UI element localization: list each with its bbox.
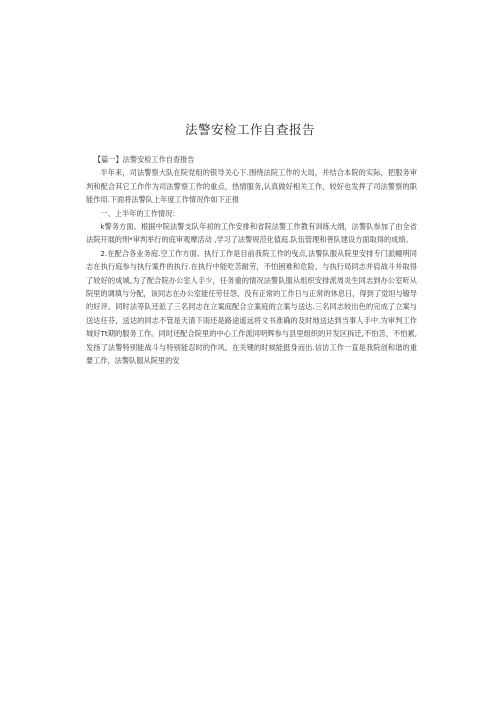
document-title: 法警安检工作自查报告 bbox=[184, 122, 315, 137]
section-heading: 【篇一】法警安检工作自查报告 bbox=[93, 155, 195, 164]
subsection-heading: 一、上半年的工作情况： bbox=[100, 208, 180, 218]
document-body bbox=[86, 153, 417, 368]
paragraph-intro: 半年来，司法警察大队在院党组的银导关心下.围绕法院工作的大局，并结合本院的实际，把服务审判和配合其它工作作为司法警察工作的重点，热情服务,认真做好相关工作，较好也发挥了司法警察的职能作用.下面将法警队上年度工作情况作如下正报 bbox=[86, 168, 417, 205]
paragraph-cooperation: 2.在配合各业务庭.空工作方面。执行工作是目前我院工作的曳点,法警队服从院里安排专门派幢明同志在执行庭参与执行案件的执行.在执行中能吃苦耐劳，不怕困难和危险，与执行局同志并肩战斗并取得了较好的成城,为了配合院办公室人手少，任务重的情况法警队服从组织安排派周炎生同志到办公室听从院里的调填与分配，该同志在办公室能任劳任怨，没有正常的工作日与正常的休息日，得到了觉坦与镣导的好评。同时法等队还派了三名同志在立案庭配合立案庭的立案与送达.三名同志较出色的完成了立案与送达任芬，送达的同志不管是天清下雨还是路途遥远将文书准确的及时地送达到当事人手中.为审判工作城好Tt期的服务工作。同时还配合院里的中心工作派同明辉参与县里组织的开发区拆迁,不怕苦，不怕累,发扬了法警特别能战斗与特别能忍时的作风。在关键的时候能挺身而出.信访工作一直是我院创和谐的重要工作，法警队服从院里的安 bbox=[86, 248, 417, 366]
paragraph-police-affairs: k警务方面。根据中院法警支队年初的工作安排和省院法警工作教有训练大纲，法警队参加了由全省法院开展的刑*审判举行的庭审观摩活动 ,学习了法警规范化值庭.队伍管理和善队建设方面取得的成绩。 bbox=[86, 222, 417, 245]
